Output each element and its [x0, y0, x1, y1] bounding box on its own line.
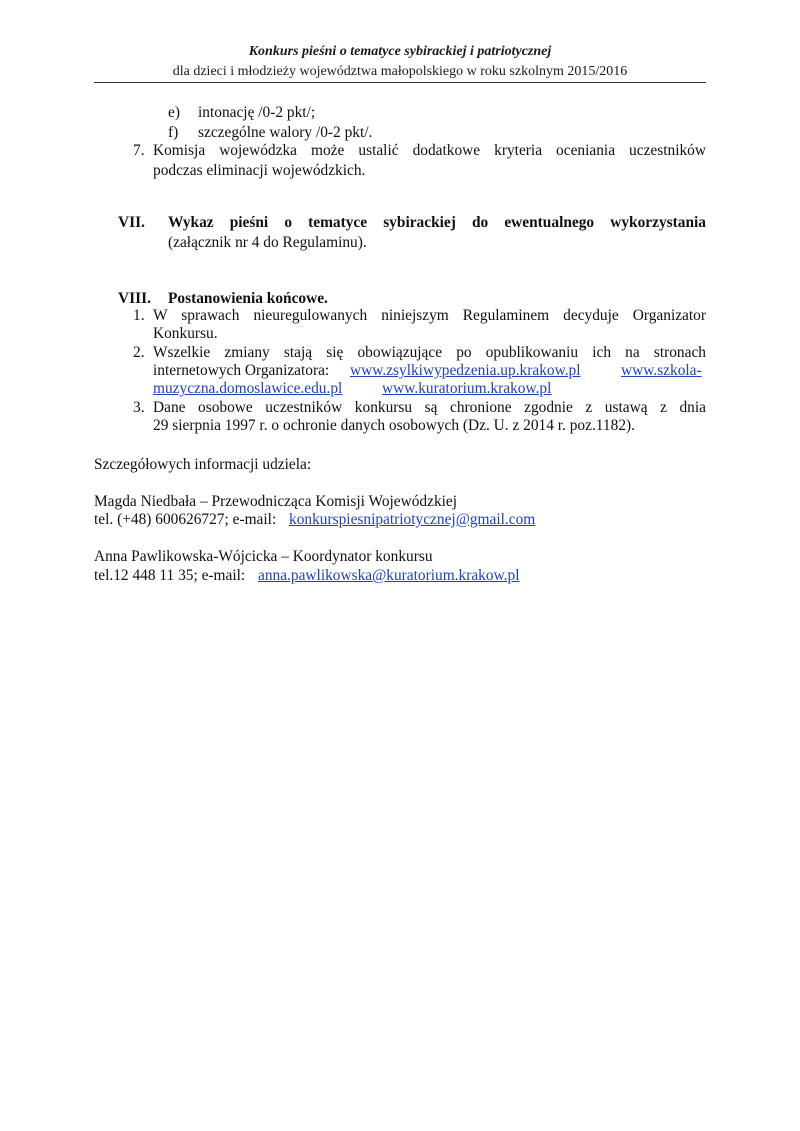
criterion-e-text: intonację /0-2 pkt/; — [198, 104, 316, 121]
viii-item-2-number: 2. — [133, 344, 145, 361]
contact-1-email-link[interactable]: konkurspiesnipatriotycznej@gmail.com — [289, 511, 536, 528]
viii-item-3-line-2: 29 sierpnia 1997 r. o ochronie danych osobowych (Dz. U. z 2014 r. poz.1182). — [153, 417, 635, 434]
item-7-line-2: podczas eliminacji wojewódzkich. — [153, 162, 366, 179]
contact-2-email-link[interactable]: anna.pawlikowska@kuratorium.krakow.pl — [258, 567, 520, 584]
link-szkola-muzyczna-part-2[interactable]: muzyczna.domoslawice.edu.pl — [153, 380, 343, 397]
section-viii-heading: Postanowienia końcowe. — [168, 290, 328, 307]
document-header-title: Konkurs pieśni o tematyce sybirackiej i patriotycznej — [248, 44, 552, 59]
viii-item-1-line-1: W sprawach nieuregulowanych niniejszym Regulaminem decyduje Organizator — [153, 307, 706, 324]
contact-1-tel: tel. (+48) 600626727; e-mail: — [94, 511, 277, 528]
viii-item-2-line-1: Wszelkie zmiany stają się obowiązujące po opublikowaniu ich na stronach — [153, 344, 706, 361]
contact-1-name-role: Magda Niedbała – Przewodnicząca Komisji Wojewódzkiej — [94, 493, 458, 510]
section-vii-heading: Wykaz pieśni o tematyce sybirackiej do ewentualnego wykorzystania — [168, 214, 706, 231]
viii-item-1-line-2: Konkursu. — [153, 325, 218, 342]
criterion-f-marker: f) — [168, 124, 179, 141]
section-vii-numeral: VII. — [118, 214, 145, 231]
item-7-number: 7. — [133, 142, 145, 159]
viii-item-3-line-1: Dane osobowe uczestników konkursu są chronione zgodnie z ustawą z dnia — [153, 399, 706, 416]
contact-2-name-role: Anna Pawlikowska-Wójcicka – Koordynator konkursu — [94, 548, 433, 565]
viii-item-3-number: 3. — [133, 399, 145, 416]
item-7-line-1: Komisja wojewódzka może ustalić dodatkowe kryteria oceniania uczestników — [153, 142, 706, 159]
section-vii-note: (załącznik nr 4 do Regulaminu). — [168, 234, 367, 251]
viii-item-1-number: 1. — [133, 307, 145, 324]
criterion-f-text: szczególne walory /0-2 pkt/. — [198, 124, 373, 141]
link-zsylkiwypedzenia[interactable]: www.zsylkiwypedzenia.up.krakow.pl — [350, 362, 581, 379]
section-viii-numeral: VIII. — [118, 290, 151, 307]
header-divider — [94, 82, 706, 83]
link-szkola-muzyczna-part-1[interactable]: www.szkola- — [621, 362, 702, 379]
viii-item-2-line-2: internetowych Organizatora: — [153, 362, 330, 379]
link-kuratorium[interactable]: www.kuratorium.krakow.pl — [382, 380, 552, 397]
contact-2-tel: tel.12 448 11 35; e-mail: — [94, 567, 246, 584]
criterion-e-marker: e) — [168, 104, 180, 121]
contacts-intro: Szczegółowych informacji udziela: — [94, 456, 312, 473]
document-header-subtitle: dla dzieci i młodzieży województwa małopolskiego w roku szkolnym 2015/2016 — [172, 64, 628, 79]
